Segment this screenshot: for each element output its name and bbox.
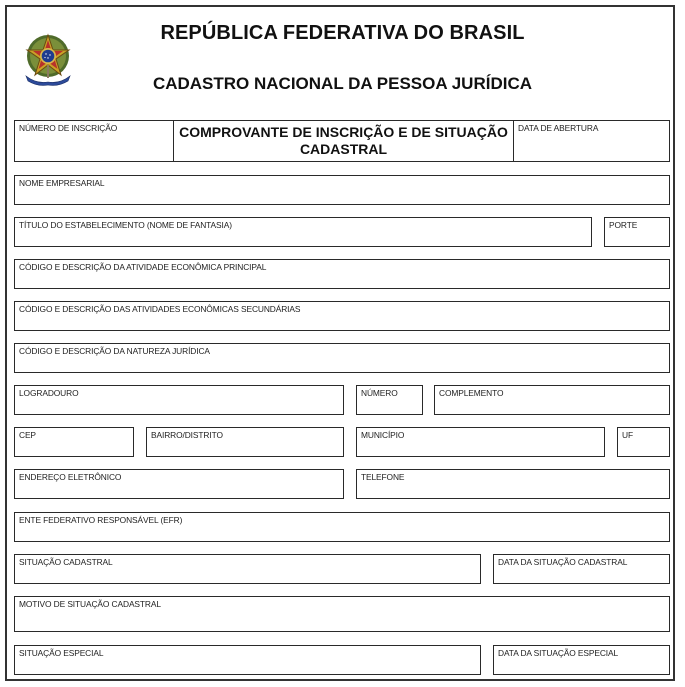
data-abertura-field <box>513 120 670 162</box>
numero-inscricao-label: NÚMERO DE INSCRIÇÃO <box>19 123 118 133</box>
uf-field <box>617 427 670 457</box>
atividade-principal-field <box>14 259 670 289</box>
data-abertura-label: DATA DE ABERTURA <box>518 123 599 133</box>
endereco-eletronico-label: ENDEREÇO ELETRÔNICO <box>19 472 122 482</box>
atividades-secundarias-label: CÓDIGO E DESCRIÇÃO DAS ATIVIDADES ECONÔMICAS SECUNDÁRIAS <box>19 304 301 314</box>
data-situacao-especial-label: DATA DA SITUAÇÃO ESPECIAL <box>498 648 619 658</box>
data-situacao-cadastral-field <box>493 554 670 584</box>
porte-label: PORTE <box>609 220 638 230</box>
titulo-estabelecimento-label: TÍTULO DO ESTABELECIMENTO (NOME DE FANTASIA) <box>19 220 232 230</box>
cep-field <box>14 427 134 457</box>
comprovante-title-box <box>173 120 514 162</box>
municipio-label: MUNICÍPIO <box>361 430 405 440</box>
uf-label: UF <box>622 430 633 440</box>
comprovante-title-line1: COMPROVANTE DE INSCRIÇÃO E DE SITUAÇÃO <box>179 124 508 140</box>
situacao-especial-field <box>14 645 481 675</box>
municipio-field <box>356 427 605 457</box>
comprovante-title <box>174 124 513 158</box>
nome-empresarial-field <box>14 175 670 205</box>
data-situacao-especial-field <box>493 645 670 675</box>
atividades-secundarias-field <box>14 301 670 331</box>
telefone-field <box>356 469 670 499</box>
cep-label: CEP <box>19 430 36 440</box>
titulo-estabelecimento-field <box>14 217 592 247</box>
page-subtitle: CADASTRO NACIONAL DA PESSOA JURÍDICA <box>152 74 533 93</box>
situacao-especial-label: SITUAÇÃO ESPECIAL <box>19 648 104 658</box>
logradouro-label: LOGRADOURO <box>19 388 79 398</box>
numero-field <box>356 385 423 415</box>
bairro-field <box>146 427 344 457</box>
situacao-cadastral-field <box>14 554 481 584</box>
telefone-label: TELEFONE <box>361 472 405 482</box>
complemento-field <box>434 385 670 415</box>
numero-inscricao-field <box>14 120 174 162</box>
nome-empresarial-label: NOME EMPRESARIAL <box>19 178 105 188</box>
numero-label: NÚMERO <box>361 388 398 398</box>
motivo-situacao-field <box>14 596 670 632</box>
situacao-cadastral-label: SITUAÇÃO CADASTRAL <box>19 557 113 567</box>
bairro-label: BAIRRO/DISTRITO <box>151 430 223 440</box>
porte-field <box>604 217 670 247</box>
efr-field <box>14 512 670 542</box>
endereco-eletronico-field <box>14 469 344 499</box>
complemento-label: COMPLEMENTO <box>439 388 504 398</box>
atividade-principal-label: CÓDIGO E DESCRIÇÃO DA ATIVIDADE ECONÔMICA PRINCIPAL <box>19 262 267 272</box>
page-title: REPÚBLICA FEDERATIVA DO BRASIL <box>160 22 525 44</box>
natureza-juridica-field <box>14 343 670 373</box>
motivo-situacao-label: MOTIVO DE SITUAÇÃO CADASTRAL <box>19 599 161 609</box>
comprovante-title-line2: CADASTRAL <box>299 141 388 157</box>
efr-label: ENTE FEDERATIVO RESPONSÁVEL (EFR) <box>19 515 183 525</box>
natureza-juridica-label: CÓDIGO E DESCRIÇÃO DA NATUREZA JURÍDICA <box>19 346 210 356</box>
data-situacao-cadastral-label: DATA DA SITUAÇÃO CADASTRAL <box>498 557 628 567</box>
logradouro-field <box>14 385 344 415</box>
